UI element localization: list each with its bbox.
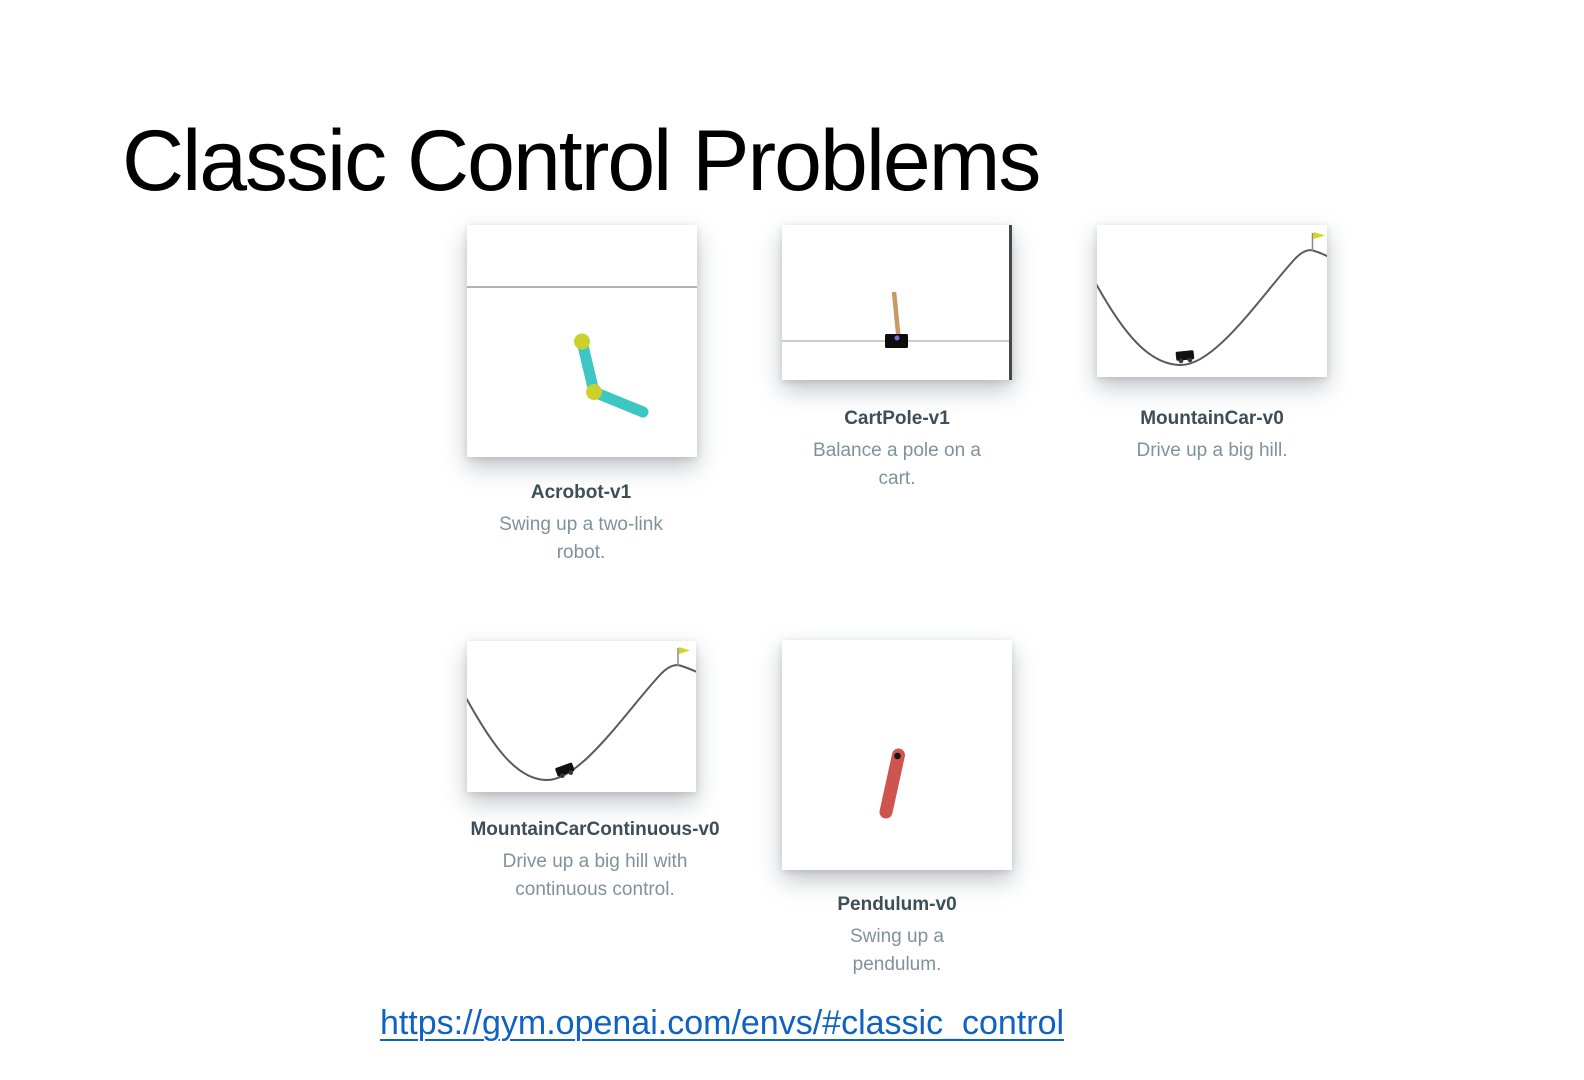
cartpole-thumbnail <box>782 225 1012 380</box>
env-title-mountaincar: MountainCar-v0 <box>1140 408 1284 429</box>
acrobot-label <box>431 479 731 567</box>
mountaincar-car <box>1176 350 1195 364</box>
pendulum-rod <box>886 755 899 812</box>
slide-title: Classic Control Problems <box>122 112 1040 209</box>
acrobot-pivot-joint <box>574 334 590 350</box>
acrobot-graphic <box>467 225 697 457</box>
mountaincarcontinuous-thumbnail <box>467 641 696 792</box>
goal-flag-icon <box>679 647 690 654</box>
mountaincarcontinuous-graphic <box>467 641 696 792</box>
env-title-cartpole: CartPole-v1 <box>844 408 950 429</box>
mountaincar-label <box>1062 405 1362 465</box>
acrobot-thumbnail <box>467 225 697 457</box>
cartpole-graphic <box>782 225 1012 380</box>
cartpole-pole <box>894 292 899 337</box>
pendulum-graphic <box>782 640 1012 870</box>
mountain-curve <box>467 665 696 780</box>
env-desc-cartpole: Balance a pole on a cart. <box>813 440 981 489</box>
gym-classic-control-link[interactable]: https://gym.openai.com/envs/#classic_control <box>379 1004 1065 1042</box>
cartpole-label <box>747 405 1047 493</box>
env-desc-mountaincarcontinuous: Drive up a big hill with continuous control. <box>502 851 688 900</box>
pendulum-pivot-dot <box>894 753 901 760</box>
source-link-container <box>322 1004 1122 1043</box>
env-desc-pendulum: Swing up a pendulum. <box>849 926 944 975</box>
cartpole-right-border <box>1009 225 1012 380</box>
cartpole-axle-dot <box>895 336 900 341</box>
mountain-curve <box>1097 250 1327 365</box>
env-title-mountaincarcontinuous: MountainCarContinuous-v0 <box>470 819 720 840</box>
mountaincarcontinuous-label <box>445 816 745 904</box>
mountaincar-thumbnail <box>1097 225 1327 377</box>
acrobot-elbow-joint <box>586 384 602 400</box>
env-desc-acrobot: Swing up a two-link robot. <box>499 514 663 563</box>
pendulum-thumbnail <box>782 640 1012 870</box>
env-desc-mountaincar: Drive up a big hill. <box>1136 440 1288 461</box>
env-title-pendulum: Pendulum-v0 <box>837 894 957 915</box>
goal-flag-icon <box>1314 232 1326 239</box>
pendulum-label <box>747 891 1047 979</box>
env-title-acrobot: Acrobot-v1 <box>530 482 632 503</box>
mountaincar-graphic <box>1097 225 1327 377</box>
